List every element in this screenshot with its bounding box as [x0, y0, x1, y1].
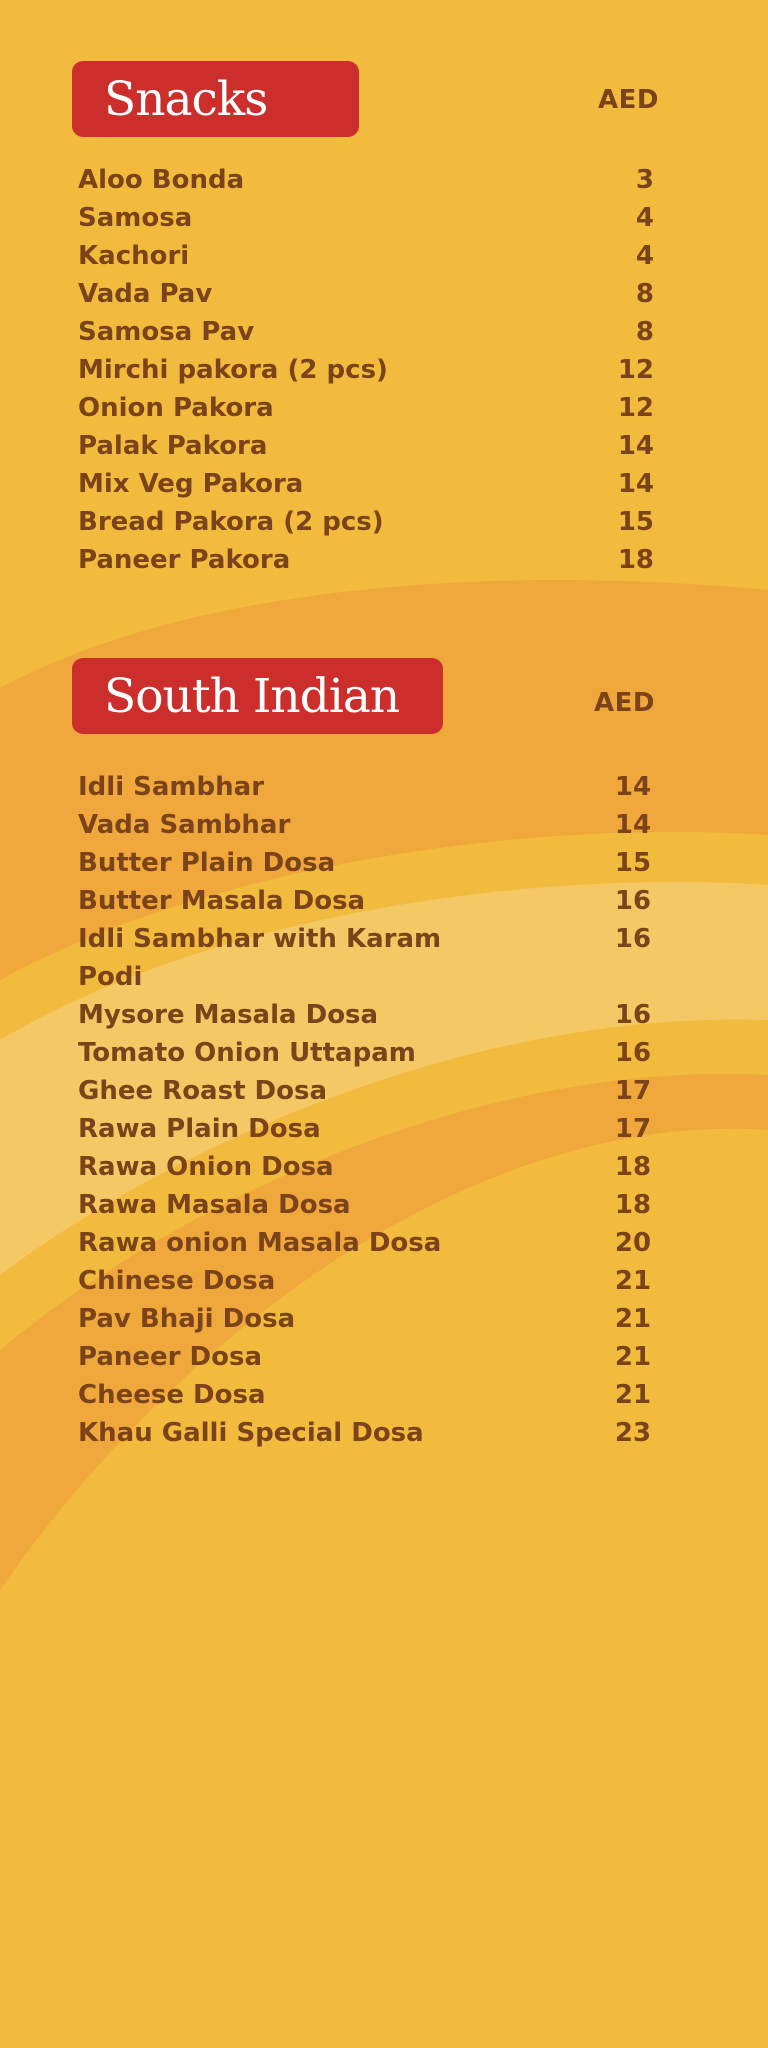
south-indian-items-list: [0, 768, 768, 1452]
item-price: 14: [614, 772, 652, 802]
south-indian-currency-label: AED: [594, 688, 655, 718]
menu-item: [0, 1414, 768, 1452]
item-price: 16: [614, 1038, 652, 1068]
item-name: Ghee Roast Dosa: [78, 1076, 328, 1106]
menu-item: [0, 1300, 768, 1338]
menu-item: [0, 1148, 768, 1186]
item-name: Vada Pav: [78, 279, 213, 309]
item-price: 14: [617, 431, 654, 461]
item-price: 8: [635, 317, 654, 347]
item-name: Cheese Dosa: [78, 1380, 266, 1410]
item-name: Onion Pakora: [78, 393, 274, 423]
item-price: 18: [617, 545, 654, 575]
menu-item: [0, 1376, 768, 1414]
item-name: Paneer Pakora: [78, 545, 291, 575]
item-price: 14: [617, 469, 654, 499]
menu-item: [0, 1262, 768, 1300]
item-price: 14: [614, 810, 652, 840]
item-price: 17: [614, 1114, 652, 1144]
item-name: Rawa Onion Dosa: [78, 1152, 334, 1182]
item-name: Rawa Plain Dosa: [78, 1114, 321, 1144]
item-price: 17: [614, 1076, 652, 1106]
south-indian-title: South Indian: [104, 668, 400, 724]
menu-item: [0, 1338, 768, 1376]
item-name: Idli Sambhar: [78, 772, 265, 802]
menu-item: [0, 882, 768, 920]
item-price: 3: [635, 165, 654, 195]
menu-item: [0, 237, 768, 275]
menu-item: [0, 1186, 768, 1224]
item-price: 4: [635, 203, 654, 233]
item-price: 12: [617, 355, 654, 385]
item-name: Mysore Masala Dosa: [78, 1000, 379, 1030]
menu-item: [0, 199, 768, 237]
item-price: 23: [614, 1418, 652, 1448]
menu-item: [0, 275, 768, 313]
snacks-header: [72, 61, 359, 137]
item-name: Samosa: [78, 203, 193, 233]
snacks-currency-label: AED: [598, 85, 659, 115]
item-price: 21: [614, 1304, 652, 1334]
item-price: 16: [614, 924, 652, 954]
snacks-items-list: [0, 161, 768, 579]
south-indian-header: [72, 658, 443, 734]
menu-item: [0, 996, 768, 1034]
item-name: Butter Plain Dosa: [78, 848, 336, 878]
menu-item: [0, 844, 768, 882]
item-name: Palak Pakora: [78, 431, 268, 461]
item-name: Samosa Pav: [78, 317, 255, 347]
item-name: Paneer Dosa: [78, 1342, 263, 1372]
item-name: Khau Galli Special Dosa: [78, 1418, 424, 1448]
item-price: 15: [617, 507, 654, 537]
menu-item: [0, 1072, 768, 1110]
item-price: 21: [614, 1342, 652, 1372]
item-price: 21: [614, 1380, 652, 1410]
item-price: 8: [635, 279, 654, 309]
menu-item: [0, 389, 768, 427]
menu-item: [0, 920, 768, 996]
item-name: Butter Masala Dosa: [78, 886, 366, 916]
item-price: 18: [614, 1190, 652, 1220]
item-price: 20: [614, 1228, 652, 1258]
item-name: Bread Pakora (2 pcs): [78, 507, 384, 537]
menu-item: [0, 503, 768, 541]
item-name: Aloo Bonda: [78, 165, 245, 195]
item-price: 16: [614, 886, 652, 916]
item-name: Rawa Masala Dosa: [78, 1190, 351, 1220]
menu-item: [0, 313, 768, 351]
menu-item: [0, 1224, 768, 1262]
item-name: Idli Sambhar with Karam Podi: [78, 924, 442, 992]
item-name: Rawa onion Masala Dosa: [78, 1228, 442, 1258]
item-name: Mirchi pakora (2 pcs): [78, 355, 388, 385]
menu-item: [0, 161, 768, 199]
menu-item: [0, 1034, 768, 1072]
item-name: Tomato Onion Uttapam: [78, 1038, 416, 1068]
item-price: 4: [635, 241, 654, 271]
menu-item: [0, 768, 768, 806]
item-name: Pav Bhaji Dosa: [78, 1304, 296, 1334]
item-price: 12: [617, 393, 654, 423]
item-price: 21: [614, 1266, 652, 1296]
menu-item: [0, 427, 768, 465]
item-price: 18: [614, 1152, 652, 1182]
item-name: Vada Sambhar: [78, 810, 291, 840]
menu-item: [0, 1110, 768, 1148]
item-price: 16: [614, 1000, 652, 1030]
menu-item: [0, 806, 768, 844]
menu-item: [0, 465, 768, 503]
item-name: Mix Veg Pakora: [78, 469, 304, 499]
snacks-title: Snacks: [104, 71, 268, 127]
item-name: Kachori: [78, 241, 190, 271]
item-name: Chinese Dosa: [78, 1266, 276, 1296]
menu-item: [0, 541, 768, 579]
menu-item: [0, 351, 768, 389]
item-price: 15: [614, 848, 652, 878]
